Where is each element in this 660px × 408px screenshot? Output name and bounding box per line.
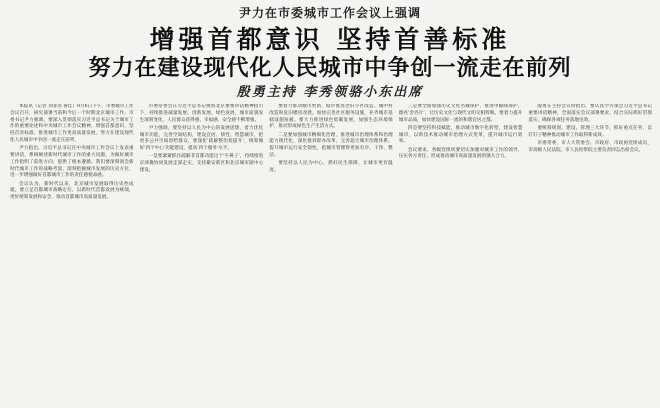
headline-subtitle: 努力在建设现代化人民城市中争创一流走在前列 <box>88 56 572 81</box>
article-paragraph: 会议认为，新时代以来，北京城市发展取得历史性成就。要立足首都城市战略定位，以新时代首都发展为统领，更好统筹发展和安全，推动首都城市高质量发展。 <box>10 181 134 201</box>
article-column-3 <box>269 104 393 404</box>
article-paragraph: 要着力推动城市更新，稳步推进老旧小区改造、城中村改造和危旧楼房改建，加快完善社区服务设施，补齐城市基础设施短板。要大力推进绿色低碳发展，加强生态环境保护，推动形成绿色生产生活方式。 <box>269 104 393 130</box>
headline-byline: 殷勇主持 李秀领骆小东出席 <box>236 85 424 100</box>
article-paragraph: 三是要全面加强历史文化名城保护，推进中轴线保护，擦亮'金名片'，让历史文化与现代文明交相辉映。要着力提升城市品质，加快建设国际一流的和谐宜居之都。 <box>398 104 523 123</box>
article-paragraph: 要坚持以人民为中心，抓好民生保障，让城市更有温度。 <box>269 161 393 173</box>
article-paragraph: 一是要紧紧抓住疏解非首都功能这个'牛鼻子'，持续推进京津冀协同发展走深走实，支持雄安新区和北京城市副中心建设。 <box>139 154 264 173</box>
article-paragraph: 殷勇在主持会议时指出，要认真学习领会习近平总书记重要讲话精神，全面落实会议部署要求，结合实际抓好贯彻落实，确保各项任务落地见效。 <box>528 104 652 123</box>
article-columns <box>10 104 652 404</box>
article-column-4 <box>399 104 523 404</box>
article-paragraph: 尹力强调，要坚持以人民为中心的发展思想，着力优化城市功能，完善空间结构，建设宜居、韧性、智慧城市，把更多公共空间留给群众。要深化'疏解整治促提升'，统筹做好'四个中心'功能建设，提高'四个服务'水平。 <box>139 125 264 152</box>
article-paragraph: 四是要坚持科技赋能，推动城市数字化转型，建设智慧城市，以新技术推动城市治理方式变革，提升城市运行效率。 <box>398 125 523 145</box>
article-column-2 <box>140 104 264 404</box>
article-paragraph: 尹力指出，习近平总书记在中央城市工作会议上发表重要讲话，系统阐述新时代城市工作的重大问题，为做好城市工作指明了前进方向、提供了根本遵循。我们要深刻领会新时代城市工作的战略考量，深刻把握城市发展的历史方位，进一步增强做好首都城市工作的责任感使命感。 <box>10 146 134 179</box>
article-paragraph: 二是要加强城市精细化治理，推进城市治理体系和治理能力现代化，深化接诉即办改革，完善超大城市治理体系，提升城市运行安全韧性，把城市管理得更加有序、干净、整洁。 <box>269 132 393 158</box>
headline-title: 增强首都意识 坚持首善标准 <box>149 25 511 54</box>
headline-block <box>0 0 660 104</box>
headline-kicker: 尹力在市委城市工作会议上强调 <box>238 6 421 20</box>
article-paragraph: 要统筹规划、建设、管理三大环节，抓好重点任务，以钉钉子精神推动城市工作取得新成效。 <box>528 125 652 138</box>
article-paragraph: 市委常委会在习近平总书记视察北京重要讲话精神指引下，持续推进减量发展、创新发展、绿色发展，城市面貌发生深刻变化，人民群众获得感、幸福感、安全感不断增强。 <box>139 104 264 123</box>
article-column-1 <box>10 104 134 404</box>
article-paragraph: 市委常委，市人大常委会、市政府、市政协党组成员，市高级人民法院、市人民检察院主要负责同志出席会议。 <box>528 140 652 153</box>
article-paragraph: 会议要求，各级党组织要切实加强对城市工作的领导，压实各方责任，形成推动城市高质量发展的强大合力。 <box>398 147 523 160</box>
article-column-5 <box>528 104 652 404</box>
article-paragraph: 本报讯（记者 刘菲菲 鲁佳）8月6日下午，市委城市工作会议召开，研究部署当前和今后一个时期北京城市工作。市委书记尹力强调，要深入贯彻落实习近平总书记关于城市工作的重要论述和中央城市工作会议精神，增强首都意识，坚持首善标准，推进城市工作更高质量发展，努力在建设现代化人民城市中争创一流走在前列。 <box>10 104 134 143</box>
